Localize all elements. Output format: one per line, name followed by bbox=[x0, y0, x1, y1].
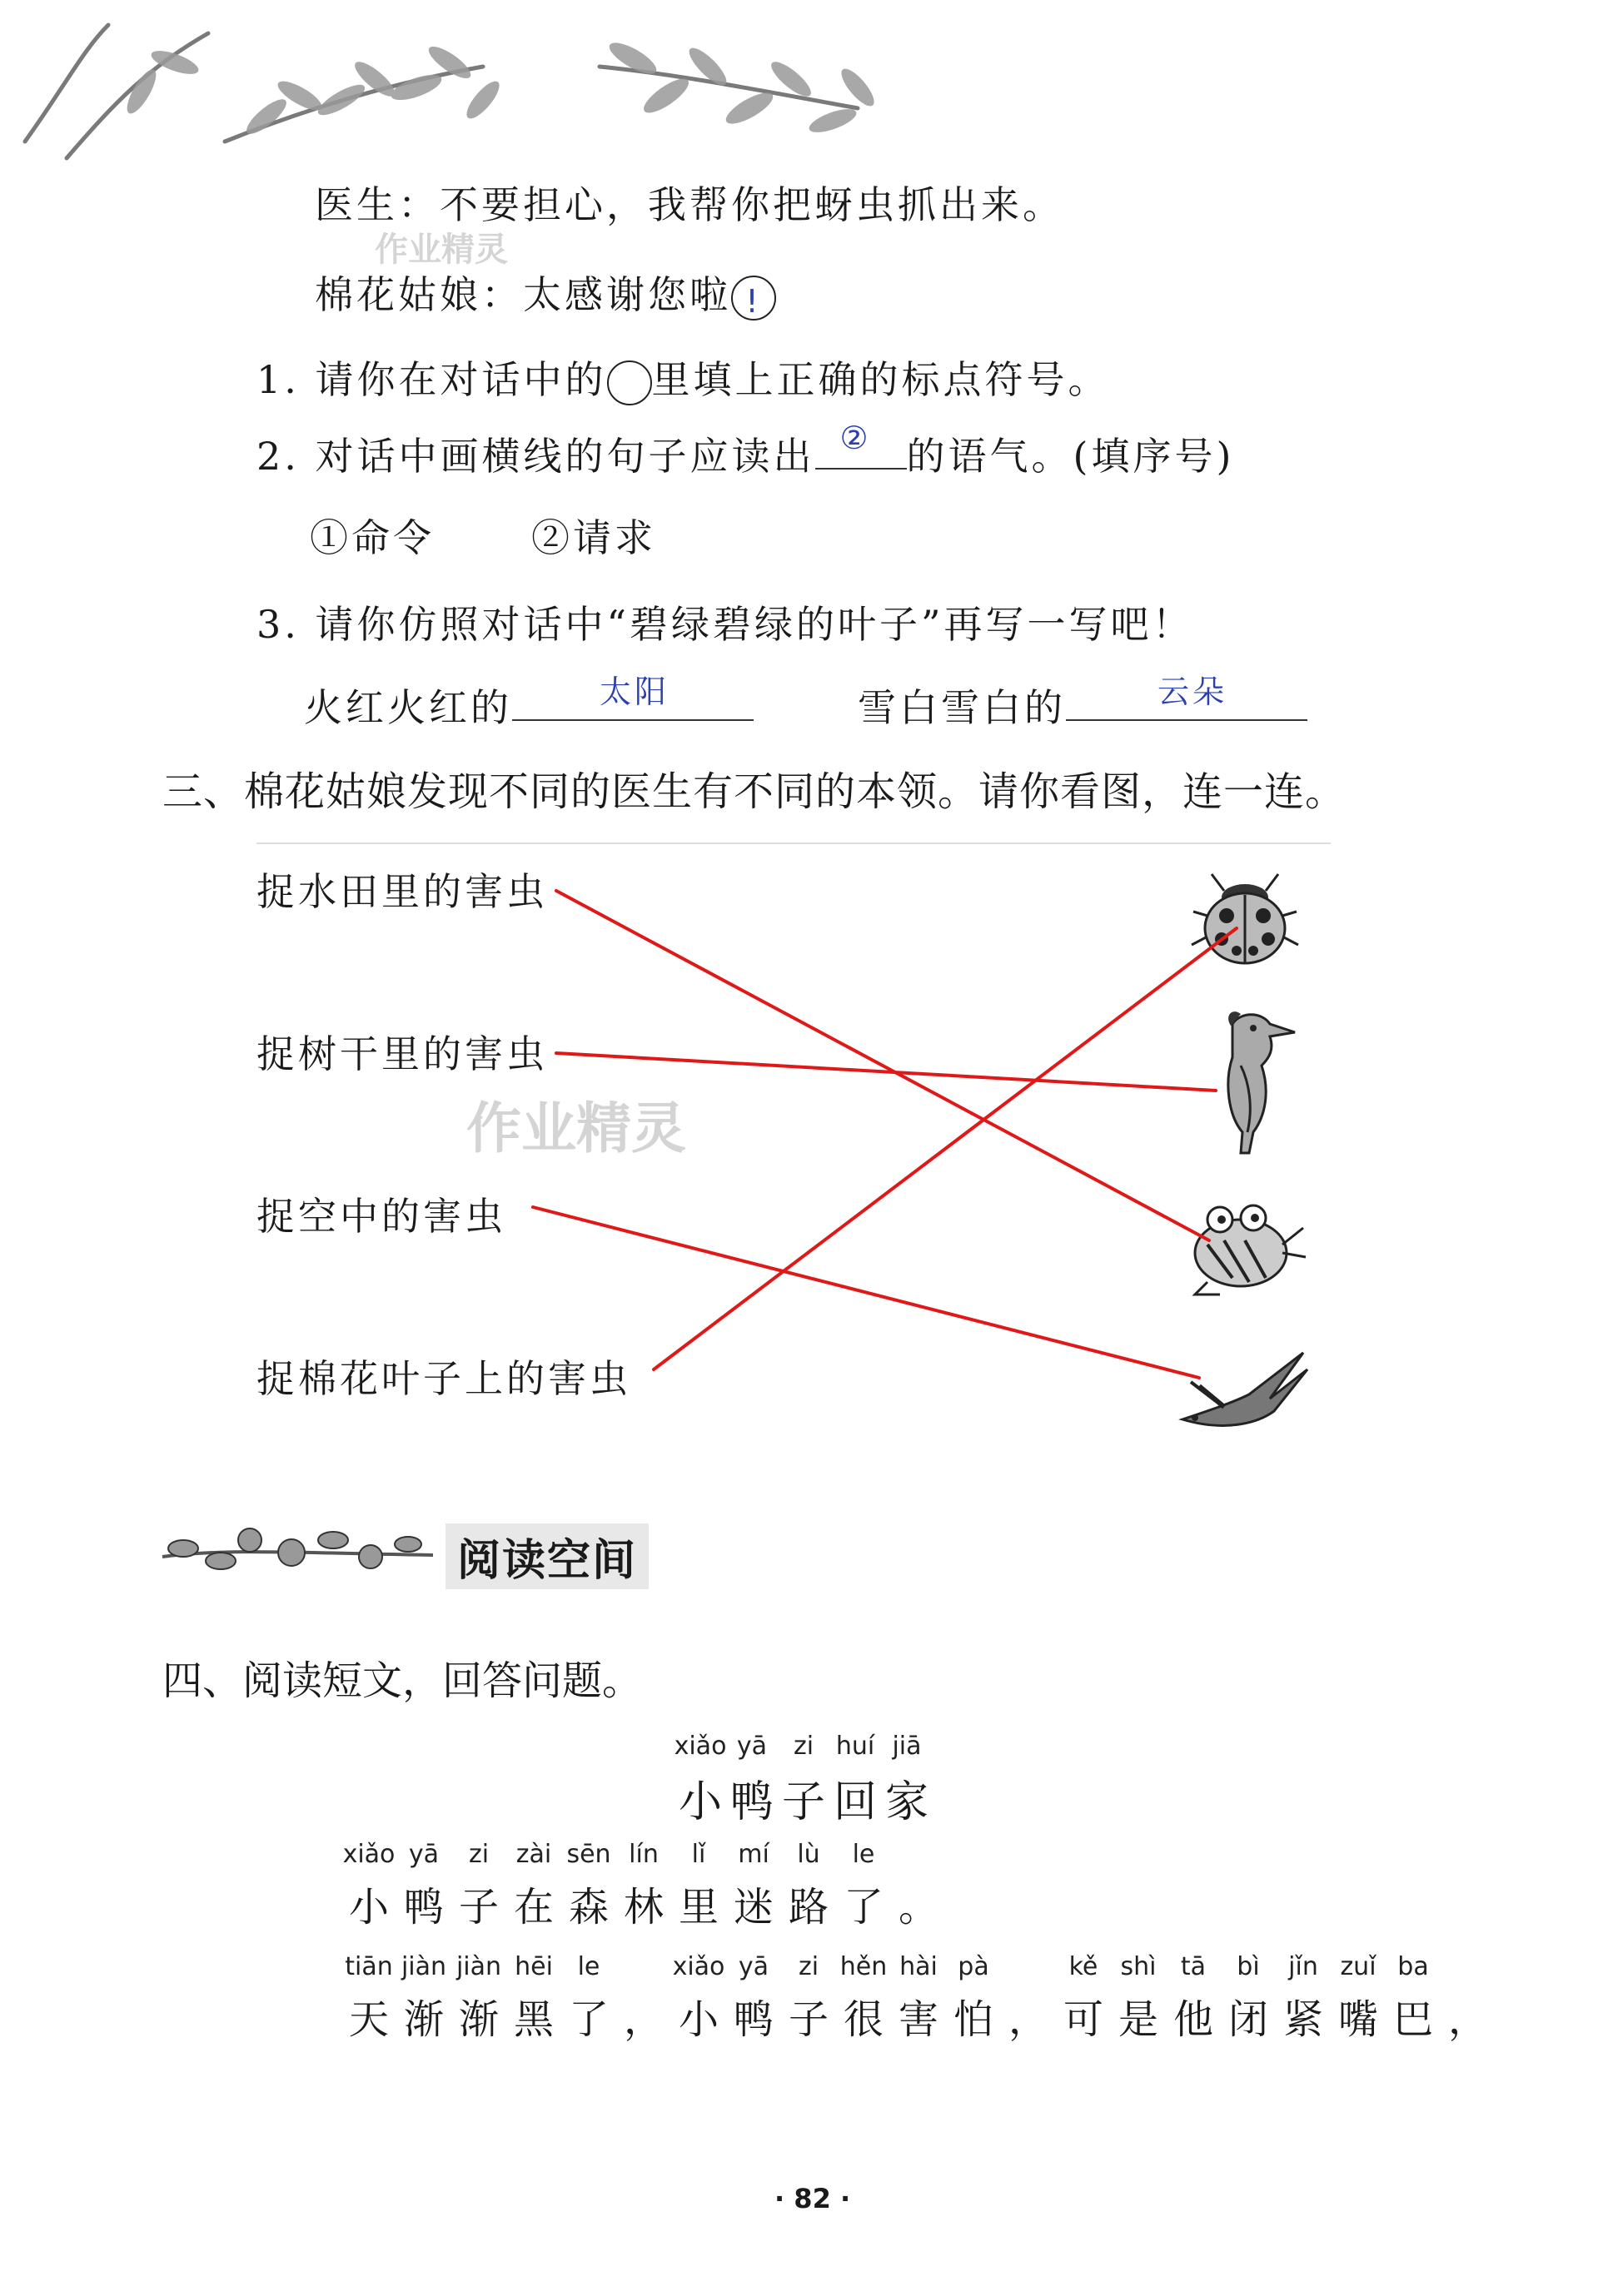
pinyin-syllable: lín bbox=[629, 1840, 659, 1869]
pinyin-syllable: yā bbox=[736, 1732, 768, 1761]
pinyin-syllable: jǐn bbox=[1288, 1952, 1318, 1981]
pinyin-syllable: tiān bbox=[345, 1952, 393, 1981]
pinyin-char-cell bbox=[836, 1840, 891, 1932]
flower-vine-decoration bbox=[158, 1507, 441, 1590]
q3-b-prefix: 雪白雪白的 bbox=[858, 685, 1066, 730]
match-line-1-frog bbox=[556, 891, 1209, 1240]
match-line-4-ladybug bbox=[654, 928, 1237, 1369]
story-char: 天 bbox=[348, 1996, 389, 2043]
pinyin-char-cell bbox=[891, 1952, 946, 2045]
pinyin-syllable: zi bbox=[798, 1952, 819, 1981]
pinyin-syllable: xiǎo bbox=[674, 1732, 727, 1761]
pinyin-syllable: lǐ bbox=[691, 1840, 706, 1869]
q3-a-prefix: 火红火红的 bbox=[304, 685, 512, 730]
story-char: 鸭 bbox=[729, 1777, 774, 1827]
pinyin-char-cell bbox=[675, 1732, 726, 1829]
story-char: 鸭 bbox=[733, 1996, 774, 2043]
match-line-2-woodpecker bbox=[556, 1053, 1216, 1091]
pinyin-syllable: hēi bbox=[515, 1952, 553, 1981]
story-char: 小 bbox=[678, 1996, 719, 2043]
story-char: 渐 bbox=[458, 1996, 499, 2043]
story-char: 嘴 bbox=[1337, 1996, 1378, 2043]
story-char: 子 bbox=[781, 1777, 825, 1827]
q1-prefix: 1. 请你在对话中的 bbox=[256, 357, 607, 402]
pinyin-syllable: mí bbox=[738, 1840, 769, 1869]
story-char: 紧 bbox=[1282, 1996, 1323, 2043]
story-char: 怕 bbox=[953, 1996, 993, 2043]
pinyin-syllable: kě bbox=[1068, 1952, 1098, 1981]
story-char: 害 bbox=[898, 1996, 938, 2043]
pinyin-char-cell bbox=[561, 1840, 616, 1932]
pinyin-syllable: le bbox=[852, 1840, 875, 1869]
pinyin-char-cell bbox=[506, 1840, 561, 1932]
pinyin-char-cell bbox=[671, 1952, 726, 2045]
match-item-1[interactable]: 捉水田里的害虫 bbox=[256, 869, 548, 914]
pinyin-syllable: xiǎo bbox=[342, 1840, 396, 1869]
story-char: 森 bbox=[568, 1884, 609, 1931]
match-line-3-swallow bbox=[533, 1207, 1199, 1378]
pinyin-syllable: hěn bbox=[839, 1952, 888, 1981]
section-4-title: 四、阅读短文，回答问题。 bbox=[162, 1657, 643, 1704]
story-char: 他 bbox=[1172, 1996, 1213, 2043]
pinyin-syllable: zuǐ bbox=[1340, 1952, 1376, 1981]
q3-b-answer: 云朵 bbox=[1157, 673, 1228, 710]
pinyin-char-cell bbox=[1111, 1952, 1166, 2045]
q1-suffix: 里填上正确的标点符号。 bbox=[651, 357, 1110, 402]
story-char: ， bbox=[623, 1996, 664, 2043]
pinyin-char-cell bbox=[781, 1840, 836, 1932]
pinyin-char-cell bbox=[1056, 1952, 1111, 2045]
match-item-4[interactable]: 捉棉花叶子上的害虫 bbox=[256, 1356, 631, 1401]
pinyin-char-cell bbox=[671, 1840, 726, 1932]
pinyin-char-cell bbox=[1221, 1952, 1276, 2045]
pinyin-char-cell bbox=[836, 1952, 891, 2045]
pinyin-char-cell bbox=[561, 1952, 616, 2045]
punctuation-char bbox=[891, 1840, 946, 1932]
story-char: 可 bbox=[1063, 1996, 1103, 2043]
pinyin-syllable: yā bbox=[408, 1840, 440, 1869]
pinyin-syllable: jiàn bbox=[401, 1952, 447, 1981]
q3-a-answer: 太阳 bbox=[600, 673, 670, 710]
pinyin-syllable: yā bbox=[738, 1952, 769, 1981]
story-char: 子 bbox=[788, 1996, 829, 2043]
pinyin-char-cell bbox=[726, 1840, 781, 1932]
story-char: 里 bbox=[678, 1884, 719, 1931]
pinyin-syllable: zài bbox=[515, 1840, 552, 1869]
story-char: 小 bbox=[678, 1777, 722, 1827]
pinyin-char-cell bbox=[946, 1952, 1001, 2045]
pinyin-char-cell bbox=[396, 1840, 451, 1932]
pinyin-char-cell bbox=[829, 1732, 881, 1829]
punctuation-char bbox=[1001, 1952, 1056, 2045]
pinyin-syllable: zi bbox=[793, 1732, 814, 1761]
pinyin-syllable: shì bbox=[1120, 1952, 1157, 1981]
pinyin-syllable: bì bbox=[1237, 1952, 1260, 1981]
story-char: 了 bbox=[568, 1996, 609, 2043]
match-item-2[interactable]: 捉树干里的害虫 bbox=[256, 1031, 548, 1076]
q2-prefix: 2. 对话中画横线的句子应读出 bbox=[256, 434, 815, 479]
story-char: 闭 bbox=[1227, 1996, 1268, 2043]
section-3-title: 三、棉花姑娘发现不同的医生有不同的本领。请你看图，连一连。 bbox=[162, 768, 1347, 815]
pinyin-char-cell bbox=[341, 1840, 396, 1932]
pinyin-syllable: pà bbox=[958, 1952, 989, 1981]
punctuation-char bbox=[616, 1952, 671, 2045]
story-char: ， bbox=[1008, 1996, 1048, 2043]
story-line-2 bbox=[341, 1952, 1496, 2045]
pinyin-char-cell bbox=[616, 1840, 671, 1932]
story-char: 子 bbox=[458, 1884, 499, 1931]
question-3: 3. 请你仿照对话中“碧绿碧绿的叶子”再写一写吧！ bbox=[256, 602, 1194, 647]
pinyin-char-cell bbox=[1386, 1952, 1441, 2045]
pinyin-syllable: hài bbox=[899, 1952, 938, 1981]
pinyin-char-cell bbox=[506, 1952, 561, 2045]
q2-option-1: ①命令 bbox=[310, 515, 435, 560]
pinyin-syllable: jiàn bbox=[456, 1952, 502, 1981]
q2-option-2: ②请求 bbox=[531, 515, 656, 560]
pinyin-syllable: xiǎo bbox=[672, 1952, 725, 1981]
story-char: 黑 bbox=[513, 1996, 554, 2043]
story-line-1 bbox=[341, 1840, 946, 1932]
pinyin-char-cell bbox=[726, 1952, 781, 2045]
story-char: 在 bbox=[513, 1884, 554, 1931]
match-item-3[interactable]: 捉空中的害虫 bbox=[256, 1194, 506, 1239]
doctor-line: 医生：不要担心，我帮你把蚜虫抓出来。 bbox=[315, 182, 1064, 227]
pinyin-syllable: sēn bbox=[566, 1840, 611, 1869]
page-number: · 82 · bbox=[774, 2183, 851, 2214]
pinyin-char-cell bbox=[1166, 1952, 1221, 2045]
pinyin-syllable: zi bbox=[468, 1840, 490, 1869]
reading-banner: 阅读空间 bbox=[446, 1523, 649, 1589]
pinyin-syllable: huí bbox=[835, 1732, 875, 1761]
story-char: ， bbox=[1447, 1996, 1488, 2043]
q2-answer: ② bbox=[839, 420, 872, 456]
story-char: 是 bbox=[1118, 1996, 1158, 2043]
pinyin-char-cell bbox=[451, 1840, 506, 1932]
story-char: 家 bbox=[884, 1777, 928, 1827]
punctuation-char bbox=[1441, 1952, 1496, 2045]
story-char: 巴 bbox=[1392, 1996, 1433, 2043]
pinyin-char-cell bbox=[341, 1952, 396, 2045]
story-char: 林 bbox=[623, 1884, 664, 1931]
pinyin-char-cell bbox=[1276, 1952, 1331, 2045]
pinyin-char-cell bbox=[1331, 1952, 1386, 2045]
watermark-small: 作业精灵 bbox=[375, 231, 508, 269]
pinyin-syllable: lù bbox=[797, 1840, 820, 1869]
q2-suffix: 的语气。(填序号) bbox=[906, 434, 1235, 479]
cotton-line-text: 棉花姑娘：太感谢您啦 bbox=[315, 272, 731, 317]
pinyin-syllable: le bbox=[577, 1952, 600, 1981]
pinyin-char-cell bbox=[781, 1952, 836, 2045]
pinyin-char-cell bbox=[726, 1732, 778, 1829]
punctuation-answer: ! bbox=[745, 283, 762, 320]
pinyin-char-cell bbox=[778, 1732, 829, 1829]
pinyin-char-cell bbox=[451, 1952, 506, 2045]
story-char: 很 bbox=[843, 1996, 884, 2043]
story-char: 路 bbox=[788, 1884, 829, 1931]
story-char: 了 bbox=[843, 1884, 884, 1931]
story-char: 迷 bbox=[733, 1884, 774, 1931]
pinyin-char-cell bbox=[396, 1952, 451, 2045]
pinyin-syllable: ba bbox=[1397, 1952, 1429, 1981]
pinyin-syllable: jiā bbox=[892, 1732, 922, 1761]
story-char: 渐 bbox=[403, 1996, 444, 2043]
pinyin-syllable: tā bbox=[1180, 1952, 1207, 1981]
story-char: 小 bbox=[348, 1884, 389, 1931]
pinyin-char-cell bbox=[881, 1732, 933, 1829]
story-char: 回 bbox=[833, 1777, 877, 1827]
watermark-large: 作业精灵 bbox=[466, 1096, 686, 1160]
story-char: 鸭 bbox=[403, 1884, 444, 1931]
story-title bbox=[675, 1732, 933, 1829]
story-char: 。 bbox=[898, 1884, 938, 1931]
